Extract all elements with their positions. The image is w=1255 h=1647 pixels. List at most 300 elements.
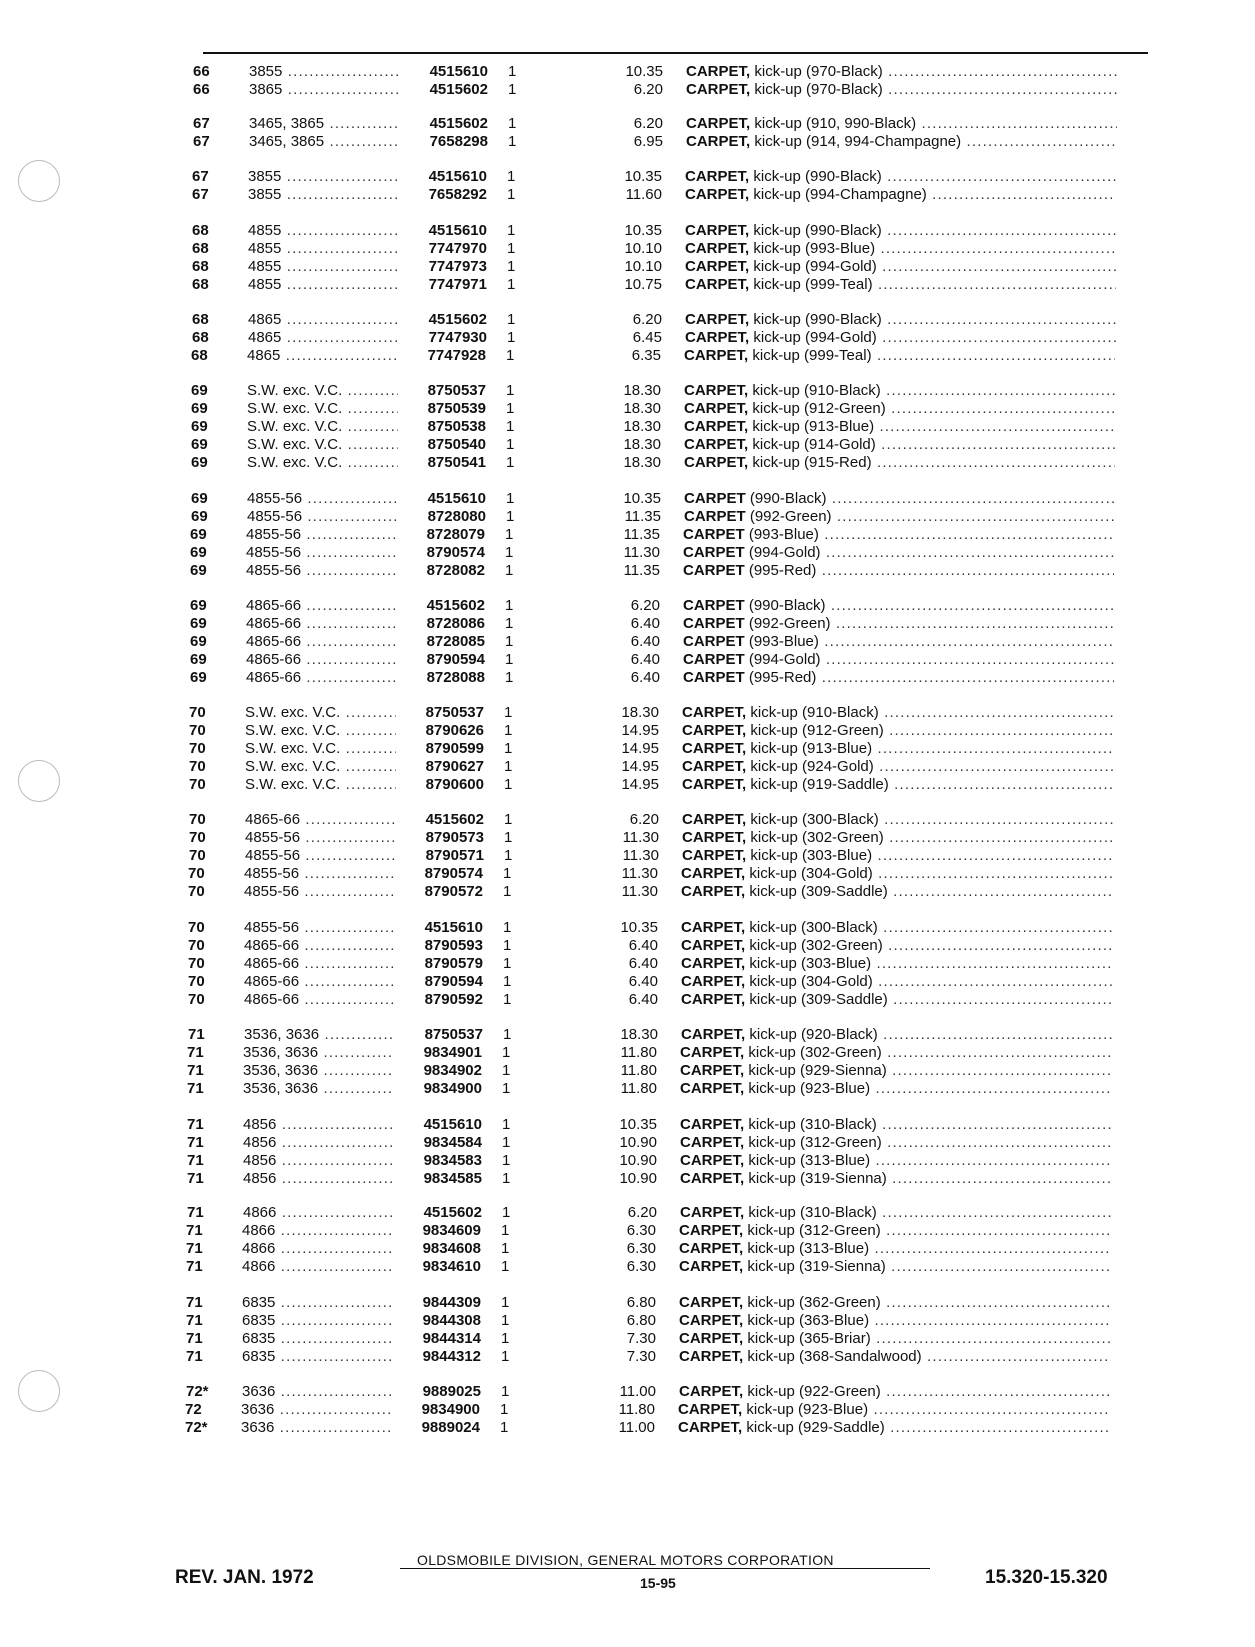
description xyxy=(679,1258,1110,1276)
description-text: kick-up (994-Gold) xyxy=(753,329,877,346)
description-text: kick-up (303-Blue) xyxy=(749,955,872,972)
model-number: 4865 ..... xyxy=(248,329,448,347)
model-number: 4855 ..... xyxy=(248,258,448,276)
description xyxy=(683,597,1114,615)
table-row xyxy=(191,418,960,436)
table-row xyxy=(185,1401,960,1419)
table-row xyxy=(192,276,960,294)
model-year: 70 xyxy=(188,919,205,936)
description xyxy=(684,508,1115,526)
part-number: 8750538 xyxy=(398,418,486,436)
quantity: 1 xyxy=(503,937,512,954)
quantity: 1 xyxy=(501,1383,510,1400)
table-row xyxy=(189,722,960,740)
description xyxy=(684,382,1115,400)
description xyxy=(681,937,1112,955)
price: 18.30 xyxy=(623,382,661,399)
table-row xyxy=(192,240,960,258)
description xyxy=(686,133,1117,151)
price: 6.95 xyxy=(633,133,663,150)
description xyxy=(686,81,1117,99)
table-row xyxy=(188,955,960,973)
table-row xyxy=(190,651,960,669)
part-number: 8790572 xyxy=(395,883,483,901)
description-text: kick-up (920-Black) xyxy=(749,1026,878,1043)
quantity: 1 xyxy=(504,758,513,775)
quantity: 1 xyxy=(507,186,516,203)
model-number: S.W. exc. V.C. ..... xyxy=(247,400,447,418)
part-number: 8750537 xyxy=(396,704,484,722)
model-year: 71 xyxy=(187,1080,204,1097)
quantity: 1 xyxy=(507,222,516,239)
description-text: kick-up (912-Green) xyxy=(752,400,886,417)
quantity: 1 xyxy=(505,651,514,668)
description-text: kick-up (910, 990-Black) xyxy=(754,115,917,132)
carpet-label: CARPET, xyxy=(681,991,746,1008)
description-text: (990-Black) xyxy=(749,490,827,507)
model-number: S.W. exc. V.C. ..... xyxy=(247,382,447,400)
quantity: 1 xyxy=(502,1080,511,1097)
table-row xyxy=(189,847,960,865)
model-year: 68 xyxy=(192,222,209,239)
price: 6.20 xyxy=(633,115,663,132)
description-text: kick-up (304-Gold) xyxy=(749,973,873,990)
model-number: 6835 ..... xyxy=(242,1312,442,1330)
carpet-label: CARPET, xyxy=(681,937,746,954)
part-number: 7658292 xyxy=(399,186,487,204)
price: 10.35 xyxy=(625,63,663,80)
description xyxy=(685,276,1116,294)
model-year: 71 xyxy=(187,1044,204,1061)
model-year: 69 xyxy=(191,382,208,399)
table-row xyxy=(193,63,960,81)
model-number: 4855 ..... xyxy=(248,276,448,294)
price: 18.30 xyxy=(621,704,659,721)
part-number: 8728082 xyxy=(397,562,485,580)
quantity: 1 xyxy=(504,722,513,739)
model-year: 72 xyxy=(185,1401,202,1418)
quantity: 1 xyxy=(506,490,515,507)
quantity: 1 xyxy=(503,1026,512,1043)
part-number: 9844309 xyxy=(393,1294,481,1312)
table-row xyxy=(193,115,960,133)
model-year: 72* xyxy=(186,1383,209,1400)
carpet-label: CARPET, xyxy=(680,1062,745,1079)
carpet-label: CARPET, xyxy=(681,973,746,990)
model-number: 4865-66 ..... xyxy=(244,955,444,973)
model-number: 4865 ..... xyxy=(247,347,447,365)
description xyxy=(678,1419,1109,1437)
quantity: 1 xyxy=(506,454,515,471)
model-year: 69 xyxy=(191,490,208,507)
model-year: 70 xyxy=(188,865,205,882)
table-row xyxy=(187,1062,960,1080)
price: 18.30 xyxy=(623,454,661,471)
carpet-label: CARPET, xyxy=(680,1134,745,1151)
model-year: 69 xyxy=(190,651,207,668)
quantity: 1 xyxy=(502,1044,511,1061)
part-number: 8790626 xyxy=(396,722,484,740)
table-row xyxy=(189,776,960,794)
price: 11.30 xyxy=(621,883,658,900)
price: 18.30 xyxy=(623,400,661,417)
description xyxy=(680,1080,1111,1098)
carpet-label: CARPET, xyxy=(679,1330,744,1347)
table-row xyxy=(188,973,960,991)
quantity: 1 xyxy=(505,633,514,650)
price: 14.95 xyxy=(621,758,659,775)
description-text: kick-up (368-Sandalwood) xyxy=(747,1348,922,1365)
model-number: 4855-56 ..... xyxy=(247,490,447,508)
part-number: 7747971 xyxy=(399,276,487,294)
model-number: S.W. exc. V.C. ..... xyxy=(247,436,447,454)
model-year: 66 xyxy=(193,63,210,80)
model-number: 3855 ..... xyxy=(248,168,448,186)
model-year: 70 xyxy=(189,758,206,775)
price: 11.30 xyxy=(623,544,660,561)
quantity: 1 xyxy=(505,597,514,614)
carpet-label: CARPET, xyxy=(685,276,750,293)
carpet-label: CARPET, xyxy=(686,115,751,132)
description xyxy=(681,1026,1112,1044)
description xyxy=(681,919,1112,937)
model-number: S.W. exc. V.C. ..... xyxy=(245,722,445,740)
price: 10.10 xyxy=(624,240,662,257)
part-number: 4515610 xyxy=(395,919,483,937)
model-number: 4855-56 ..... xyxy=(247,508,447,526)
quantity: 1 xyxy=(506,347,515,364)
model-year: 68 xyxy=(192,240,209,257)
part-number: 9834609 xyxy=(393,1222,481,1240)
part-number: 4515610 xyxy=(399,222,487,240)
description-text: (993-Blue) xyxy=(748,526,819,543)
carpet-label: CARPET xyxy=(683,669,745,686)
description-text: kick-up (993-Blue) xyxy=(753,240,876,257)
description-text: kick-up (919-Saddle) xyxy=(750,776,889,793)
description xyxy=(681,883,1112,901)
carpet-label: CARPET, xyxy=(680,1044,745,1061)
carpet-label: CARPET, xyxy=(679,1348,744,1365)
description xyxy=(683,651,1114,669)
quantity: 1 xyxy=(506,508,515,525)
model-year: 71 xyxy=(187,1116,204,1133)
part-number: 8728088 xyxy=(397,669,485,687)
table-row xyxy=(189,758,960,776)
carpet-label: CARPET, xyxy=(679,1294,744,1311)
table-row xyxy=(190,544,960,562)
model-number: S.W. exc. V.C. ..... xyxy=(245,740,445,758)
description xyxy=(679,1222,1110,1240)
table-row xyxy=(192,222,960,240)
table-row xyxy=(191,454,960,472)
carpet-label: CARPET, xyxy=(679,1222,744,1239)
model-number: 4866 ..... xyxy=(242,1258,442,1276)
description-text: kick-up (923-Blue) xyxy=(748,1080,871,1097)
carpet-label: CARPET, xyxy=(680,1080,745,1097)
quantity: 1 xyxy=(502,1062,511,1079)
part-number: 8790571 xyxy=(396,847,484,865)
carpet-label: CARPET, xyxy=(685,258,750,275)
description xyxy=(681,955,1112,973)
carpet-label: CARPET, xyxy=(686,63,751,80)
model-year: 69 xyxy=(190,526,207,543)
description xyxy=(678,1401,1109,1419)
revision-date: REV. JAN. 1972 xyxy=(175,1567,314,1588)
price: 6.20 xyxy=(633,81,663,98)
price: 6.30 xyxy=(626,1258,656,1275)
part-number: 9844308 xyxy=(393,1312,481,1330)
quantity: 1 xyxy=(504,829,513,846)
part-number: 8750537 xyxy=(395,1026,483,1044)
table-row xyxy=(191,382,960,400)
part-number: 8790579 xyxy=(395,955,483,973)
price: 6.20 xyxy=(632,311,662,328)
model-number: 4865 ..... xyxy=(248,311,448,329)
price: 14.95 xyxy=(621,740,659,757)
part-number: 8790594 xyxy=(397,651,485,669)
table-row xyxy=(186,1258,960,1276)
model-number: 4855-56 ..... xyxy=(246,526,446,544)
description-text: kick-up (362-Green) xyxy=(747,1294,881,1311)
part-number: 8750537 xyxy=(398,382,486,400)
part-number: 9834610 xyxy=(393,1258,481,1276)
table-row xyxy=(192,311,960,329)
price: 18.30 xyxy=(623,418,661,435)
part-number: 8790594 xyxy=(395,973,483,991)
model-year: 71 xyxy=(186,1312,203,1329)
table-row xyxy=(191,347,960,365)
price: 11.80 xyxy=(620,1062,657,1079)
model-year: 70 xyxy=(189,740,206,757)
model-year: 70 xyxy=(188,973,205,990)
quantity: 1 xyxy=(507,240,516,257)
price: 6.80 xyxy=(626,1312,656,1329)
part-number: 8728085 xyxy=(397,633,485,651)
price: 10.90 xyxy=(619,1134,657,1151)
quantity: 1 xyxy=(504,704,513,721)
part-number: 8750539 xyxy=(398,400,486,418)
table-row xyxy=(192,329,960,347)
model-year: 70 xyxy=(189,829,206,846)
price: 10.35 xyxy=(619,1116,657,1133)
model-number: 4866 ..... xyxy=(243,1204,443,1222)
price: 11.80 xyxy=(618,1401,655,1418)
price: 6.30 xyxy=(626,1240,656,1257)
carpet-label: CARPET, xyxy=(685,168,750,185)
description-text: kick-up (304-Gold) xyxy=(749,865,873,882)
model-number: 3465, 3865 ..... xyxy=(249,133,449,151)
price: 14.95 xyxy=(621,776,659,793)
description xyxy=(685,240,1116,258)
carpet-label: CARPET xyxy=(683,526,745,543)
description-text: kick-up (929-Sienna) xyxy=(748,1062,887,1079)
part-number: 9889025 xyxy=(393,1383,481,1401)
description xyxy=(683,615,1114,633)
model-number: 3855 ..... xyxy=(248,186,448,204)
corporation-name: OLDSMOBILE DIVISION, GENERAL MOTORS CORPORATION xyxy=(417,1552,834,1568)
description-text: kick-up (300-Black) xyxy=(750,811,879,828)
model-number: 4856 ..... xyxy=(243,1170,443,1188)
description xyxy=(682,811,1113,829)
model-year: 71 xyxy=(186,1330,203,1347)
carpet-label: CARPET, xyxy=(679,1240,744,1257)
description-text: kick-up (363-Blue) xyxy=(747,1312,870,1329)
table-row xyxy=(186,1312,960,1330)
description xyxy=(680,1152,1111,1170)
quantity: 1 xyxy=(503,919,512,936)
part-number: 9834608 xyxy=(393,1240,481,1258)
table-row xyxy=(189,811,960,829)
price: 6.30 xyxy=(626,1222,656,1239)
description-text: kick-up (319-Sienna) xyxy=(747,1258,886,1275)
table-row xyxy=(186,1330,960,1348)
quantity: 1 xyxy=(504,847,513,864)
model-year: 67 xyxy=(192,186,209,203)
carpet-label: CARPET, xyxy=(680,1116,745,1133)
price: 10.10 xyxy=(624,258,662,275)
quantity: 1 xyxy=(502,1134,511,1151)
description-text: kick-up (922-Green) xyxy=(747,1383,881,1400)
quantity: 1 xyxy=(506,418,515,435)
price: 10.35 xyxy=(623,490,661,507)
price: 6.20 xyxy=(629,811,659,828)
table-row xyxy=(187,1116,960,1134)
price: 11.30 xyxy=(622,829,659,846)
model-year: 70 xyxy=(188,955,205,972)
model-year: 69 xyxy=(190,615,207,632)
description-text: (992-Green) xyxy=(748,615,831,632)
carpet-label: CARPET, xyxy=(686,133,751,150)
description-text: kick-up (365-Briar) xyxy=(747,1330,871,1347)
quantity: 1 xyxy=(508,81,517,98)
quantity: 1 xyxy=(501,1222,510,1239)
model-year: 70 xyxy=(188,991,205,1008)
price: 11.60 xyxy=(625,186,662,203)
quantity: 1 xyxy=(503,991,512,1008)
model-year: 70 xyxy=(189,704,206,721)
model-year: 69 xyxy=(190,597,207,614)
carpet-label: CARPET, xyxy=(686,81,751,98)
description xyxy=(681,991,1112,1009)
model-number: 3865 ..... xyxy=(249,81,449,99)
part-number: 4515610 xyxy=(400,63,488,81)
quantity: 1 xyxy=(507,276,516,293)
model-number: 3536, 3636 ..... xyxy=(243,1062,443,1080)
description xyxy=(682,776,1113,794)
part-number: 4515610 xyxy=(394,1116,482,1134)
price: 6.80 xyxy=(626,1294,656,1311)
price: 6.40 xyxy=(628,991,658,1008)
carpet-label: CARPET, xyxy=(685,329,750,346)
quantity: 1 xyxy=(501,1348,510,1365)
quantity: 1 xyxy=(502,1204,511,1221)
description xyxy=(680,1044,1111,1062)
description xyxy=(679,1312,1110,1330)
model-number: S.W. exc. V.C. ..... xyxy=(247,418,447,436)
model-number: 4856 ..... xyxy=(243,1116,443,1134)
part-number: 9834584 xyxy=(394,1134,482,1152)
description-text: kick-up (300-Black) xyxy=(749,919,878,936)
model-year: 69 xyxy=(190,669,207,686)
carpet-label: CARPET, xyxy=(679,1383,744,1400)
price: 10.90 xyxy=(619,1152,657,1169)
part-number: 9834900 xyxy=(392,1401,480,1419)
carpet-label: CARPET, xyxy=(680,1204,745,1221)
quantity: 1 xyxy=(505,669,514,686)
model-number: 4855-56 ..... xyxy=(246,562,446,580)
description xyxy=(680,1062,1111,1080)
carpet-label: CARPET, xyxy=(681,919,746,936)
price: 18.30 xyxy=(623,436,661,453)
table-row xyxy=(187,1134,960,1152)
description-text: kick-up (913-Blue) xyxy=(750,740,873,757)
description xyxy=(685,311,1116,329)
model-number: 4865-66 ..... xyxy=(246,633,446,651)
model-number: 3636 ..... xyxy=(241,1401,441,1419)
part-number: 8790573 xyxy=(396,829,484,847)
price: 6.40 xyxy=(630,615,660,632)
quantity: 1 xyxy=(500,1419,509,1436)
description-text: kick-up (912-Green) xyxy=(750,722,884,739)
carpet-label: CARPET, xyxy=(679,1312,744,1329)
model-year: 70 xyxy=(189,722,206,739)
carpet-label: CARPET, xyxy=(681,865,746,882)
description xyxy=(681,865,1112,883)
footer-rule xyxy=(400,1568,930,1569)
description xyxy=(685,186,1116,204)
model-number: 4865-66 ..... xyxy=(246,615,446,633)
description xyxy=(679,1383,1110,1401)
page-number: 15-95 xyxy=(640,1575,676,1591)
description xyxy=(683,669,1114,687)
description xyxy=(682,847,1113,865)
quantity: 1 xyxy=(505,615,514,632)
carpet-label: CARPET, xyxy=(681,955,746,972)
price: 10.35 xyxy=(624,222,662,239)
description-text: kick-up (914, 994-Champagne) xyxy=(754,133,962,150)
description-text: (994-Gold) xyxy=(748,651,821,668)
quantity: 1 xyxy=(503,973,512,990)
price: 6.40 xyxy=(630,651,660,668)
table-row xyxy=(190,526,960,544)
carpet-label: CARPET, xyxy=(682,758,747,775)
table-row xyxy=(193,81,960,99)
quantity: 1 xyxy=(508,115,517,132)
quantity: 1 xyxy=(500,1401,509,1418)
model-number: 4856 ..... xyxy=(243,1134,443,1152)
quantity: 1 xyxy=(504,776,513,793)
price: 10.90 xyxy=(619,1170,657,1187)
model-year: 67 xyxy=(193,133,210,150)
model-year: 69 xyxy=(190,633,207,650)
model-number: 4865-66 ..... xyxy=(244,937,444,955)
model-number: S.W. exc. V.C. ..... xyxy=(245,704,445,722)
price: 11.35 xyxy=(623,526,660,543)
carpet-label: CARPET xyxy=(683,651,745,668)
part-number: 4515602 xyxy=(400,115,488,133)
table-row xyxy=(186,1222,960,1240)
model-number: 4855-56 ..... xyxy=(244,883,444,901)
table-row xyxy=(188,991,960,1009)
quantity: 1 xyxy=(507,311,516,328)
description xyxy=(686,115,1117,133)
price: 6.45 xyxy=(632,329,662,346)
model-number: 3536, 3636 ..... xyxy=(244,1026,444,1044)
model-year: 72* xyxy=(185,1419,208,1436)
part-number: 7747928 xyxy=(398,347,486,365)
table-row xyxy=(192,168,960,186)
part-number: 8790574 xyxy=(395,865,483,883)
